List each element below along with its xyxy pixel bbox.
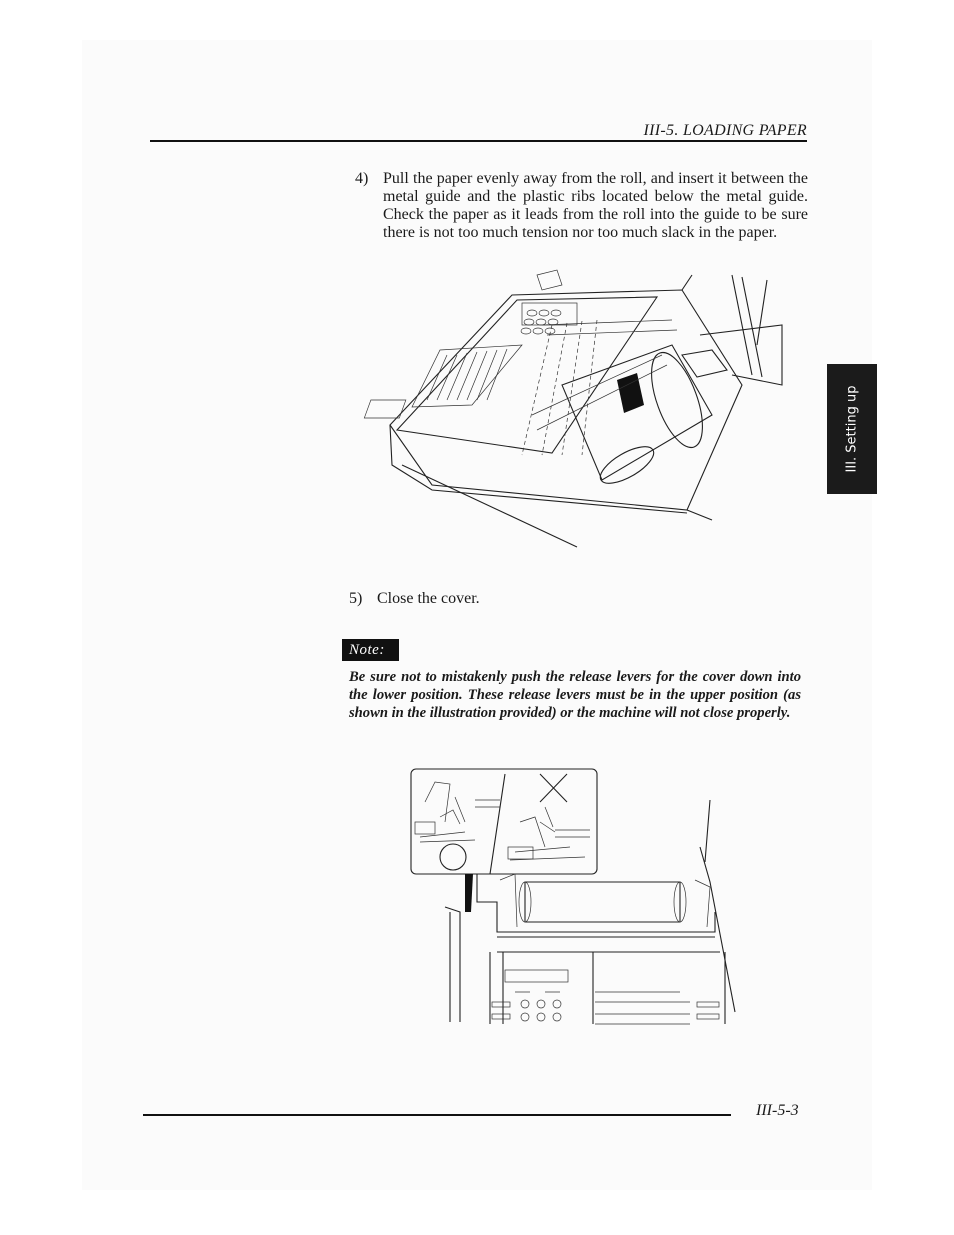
- fax-open-cover-illustration: [382, 265, 782, 555]
- step-number: 5): [349, 590, 363, 607]
- page-number: III-5-3: [756, 1102, 799, 1119]
- section-side-tab: [827, 364, 877, 494]
- step-number: 4): [355, 170, 369, 187]
- footer-rule: [143, 1114, 731, 1116]
- note-text: Be sure not to mistakenly push the release levers for the cover down into the lower position. These release levers must be in the upper position (as shown in the illustration provided) or the machine will not close properly.: [349, 669, 801, 721]
- step-text: Pull the paper evenly away from the roll, and insert it between the metal guide and the plastic ribs located below the metal guide. Check the paper as it leads from the roll into the guide to be sure there is not too much tension nor too much slack in the paper.: [383, 170, 808, 241]
- step-5: [349, 590, 480, 608]
- step-text: Close the cover.: [377, 590, 480, 607]
- note-badge: Note:: [342, 639, 399, 661]
- header-rule: [150, 140, 807, 142]
- section-title: III-5. LOADING PAPER: [643, 122, 807, 139]
- fax-machine-open-cover-paper-roll-illustration: [382, 265, 782, 555]
- release-lever-illustration: [405, 762, 750, 1030]
- side-tab-label: III. Setting up: [844, 385, 860, 473]
- fax-release-lever-illustration: [405, 762, 750, 1030]
